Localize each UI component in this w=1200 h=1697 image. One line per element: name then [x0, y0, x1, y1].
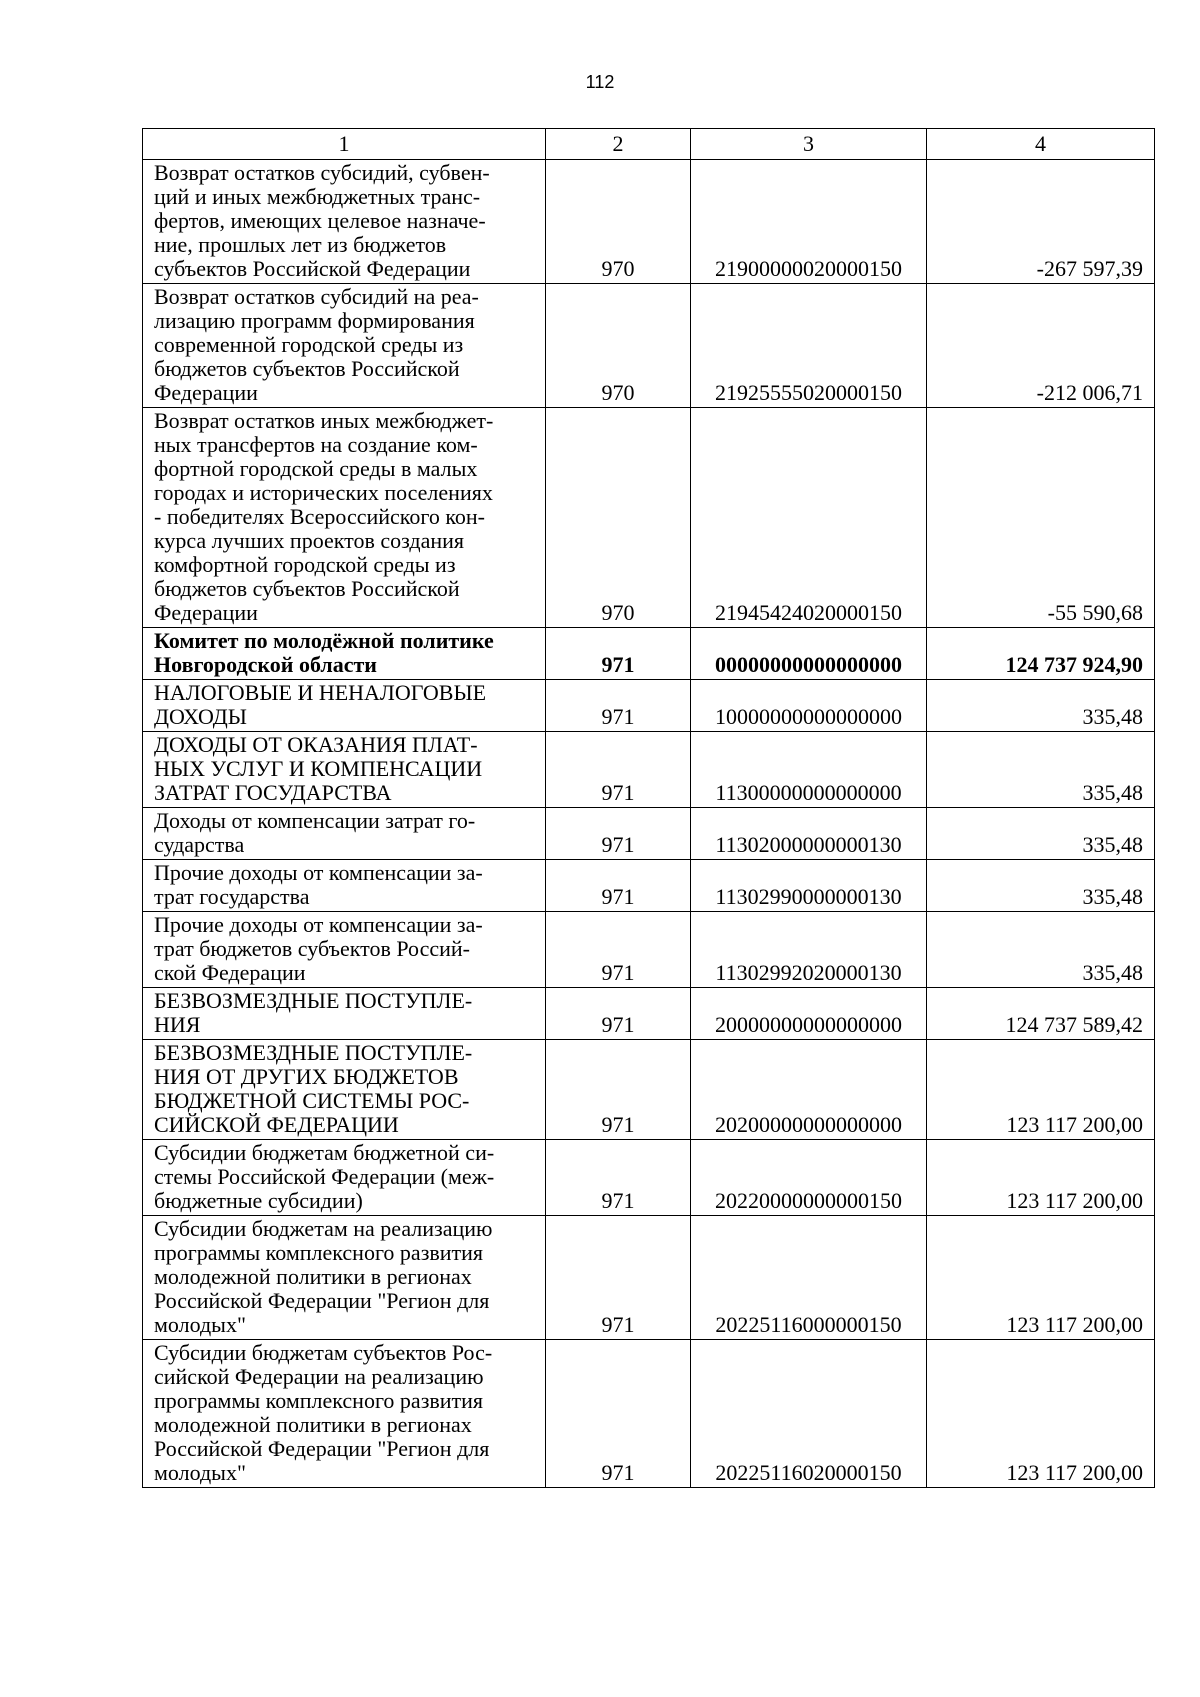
row-name-line: Российской Федерации "Регион для — [154, 1288, 490, 1313]
row-name-line: Российской Федерации "Регион для — [154, 1436, 490, 1461]
row-kbk-cell: 20200000000000000 — [691, 1040, 927, 1140]
row-code-cell: 971 — [546, 988, 691, 1040]
row-name-line: Новгородской области — [154, 652, 377, 677]
row-name-line: бюджетов субъектов Российской — [154, 576, 460, 601]
row-amount-cell: -212 006,71 — [927, 284, 1155, 408]
row-name-line: современной городской среды из — [154, 332, 464, 357]
row-name-line: Возврат остатков субсидий, субвен- — [154, 160, 490, 185]
row-amount-cell: 123 117 200,00 — [927, 1216, 1155, 1340]
row-name-line: Прочие доходы от компенсации за- — [154, 860, 483, 885]
row-name-line: бюджетные субсидии) — [154, 1188, 363, 1213]
row-name-line: БЮДЖЕТНОЙ СИСТЕМЫ РОС- — [154, 1088, 470, 1113]
row-amount-cell: 335,48 — [927, 860, 1155, 912]
row-name-cell — [143, 1216, 546, 1340]
row-name-line: молодых" — [154, 1460, 246, 1485]
row-name-line: НИЯ ОТ ДРУГИХ БЮДЖЕТОВ — [154, 1064, 459, 1089]
row-code-cell: 971 — [546, 860, 691, 912]
table-row — [143, 680, 1155, 732]
row-name-cell — [143, 988, 546, 1040]
table-row — [143, 1340, 1155, 1488]
row-name-cell — [143, 284, 546, 408]
row-name-cell — [143, 160, 546, 284]
row-amount-cell: 124 737 589,42 — [927, 988, 1155, 1040]
table-row — [143, 1216, 1155, 1340]
table-row — [143, 1040, 1155, 1140]
row-name-line: субъектов Российской Федерации — [154, 256, 471, 281]
column-header-2: 2 — [546, 129, 691, 160]
row-name-line: Комитет по молодёжной политике — [154, 628, 494, 653]
row-name-line: молодежной политики в регионах — [154, 1264, 472, 1289]
row-name-line: ЗАТРАТ ГОСУДАРСТВА — [154, 780, 392, 805]
row-name-cell — [143, 1340, 546, 1488]
table-row — [143, 284, 1155, 408]
row-name-cell — [143, 912, 546, 988]
row-kbk-cell: 11302992020000130 — [691, 912, 927, 988]
row-name-line: - победителях Всероссийского кон- — [154, 504, 485, 529]
row-name-line: Субсидии бюджетам на реализацию — [154, 1216, 493, 1241]
row-kbk-cell: 11302000000000130 — [691, 808, 927, 860]
row-name-cell — [143, 680, 546, 732]
row-kbk-cell: 21900000020000150 — [691, 160, 927, 284]
row-amount-cell: 123 117 200,00 — [927, 1040, 1155, 1140]
row-name-line: Субсидии бюджетам субъектов Рос- — [154, 1340, 493, 1365]
row-kbk-cell: 20225116000000150 — [691, 1216, 927, 1340]
row-name-cell — [143, 628, 546, 680]
row-code-cell: 971 — [546, 808, 691, 860]
row-name-line: городах и исторических поселениях — [154, 480, 493, 505]
row-name-line: курса лучших проектов создания — [154, 528, 465, 553]
row-kbk-cell: 21925555020000150 — [691, 284, 927, 408]
row-code-cell: 970 — [546, 284, 691, 408]
row-kbk-cell: 11300000000000000 — [691, 732, 927, 808]
row-code-cell: 971 — [546, 628, 691, 680]
row-kbk-cell: 20225116020000150 — [691, 1340, 927, 1488]
row-amount-cell: 335,48 — [927, 808, 1155, 860]
row-code-cell: 971 — [546, 680, 691, 732]
row-code-cell: 971 — [546, 732, 691, 808]
row-name-line: молодых" — [154, 1312, 246, 1337]
row-name-cell — [143, 732, 546, 808]
row-code-cell: 971 — [546, 912, 691, 988]
row-amount-cell: 335,48 — [927, 732, 1155, 808]
row-name-line: трат бюджетов субъектов Россий- — [154, 936, 471, 961]
budget-revenue-table — [142, 128, 1155, 1488]
row-amount-cell: -267 597,39 — [927, 160, 1155, 284]
row-name-line: бюджетов субъектов Российской — [154, 356, 460, 381]
row-name-line: ние, прошлых лет из бюджетов — [154, 232, 447, 257]
row-code-cell: 971 — [546, 1216, 691, 1340]
row-kbk-cell: 11302990000000130 — [691, 860, 927, 912]
table-row — [143, 860, 1155, 912]
row-name-line: Субсидии бюджетам бюджетной си- — [154, 1140, 495, 1165]
column-header-3: 3 — [691, 129, 927, 160]
table-row — [143, 1140, 1155, 1216]
row-name-line: НЫХ УСЛУГ И КОМПЕНСАЦИИ — [154, 756, 483, 781]
row-amount-cell: 124 737 924,90 — [927, 628, 1155, 680]
row-name-line: комфортной городской среды из — [154, 552, 456, 577]
row-name-line: молодежной политики в регионах — [154, 1412, 472, 1437]
row-name-line: трат государства — [154, 884, 310, 909]
row-name-line: Федерации — [154, 600, 258, 625]
row-code-cell: 971 — [546, 1340, 691, 1488]
column-header-1: 1 — [143, 129, 546, 160]
row-code-cell: 971 — [546, 1140, 691, 1216]
row-name-cell — [143, 1140, 546, 1216]
table-row — [143, 808, 1155, 860]
row-name-line: ций и иных межбюджетных транс- — [154, 184, 481, 209]
row-amount-cell: -55 590,68 — [927, 408, 1155, 628]
row-name-cell — [143, 860, 546, 912]
row-name-line: фертов, имеющих целевое назначе- — [154, 208, 486, 233]
row-name-line: НАЛОГОВЫЕ И НЕНАЛОГОВЫЕ — [154, 680, 487, 705]
row-name-line: лизацию программ формирования — [154, 308, 475, 333]
row-kbk-cell: 00000000000000000 — [691, 628, 927, 680]
row-name-line: сийской Федерации на реализацию — [154, 1364, 484, 1389]
table-row — [143, 628, 1155, 680]
table-row — [143, 988, 1155, 1040]
row-name-line: ДОХОДЫ ОТ ОКАЗАНИЯ ПЛАТ- — [154, 732, 478, 757]
row-name-line: НИЯ — [154, 1012, 201, 1037]
row-name-line: стемы Российской Федерации (меж- — [154, 1164, 495, 1189]
row-amount-cell: 335,48 — [927, 912, 1155, 988]
row-name-line: Возврат остатков субсидий на реа- — [154, 284, 479, 309]
row-amount-cell: 123 117 200,00 — [927, 1340, 1155, 1488]
table-header-row — [143, 129, 1155, 160]
row-amount-cell: 123 117 200,00 — [927, 1140, 1155, 1216]
row-kbk-cell: 10000000000000000 — [691, 680, 927, 732]
row-name-line: программы комплексного развития — [154, 1388, 484, 1413]
row-code-cell: 970 — [546, 160, 691, 284]
row-name-line: программы комплексного развития — [154, 1240, 484, 1265]
row-name-line: ДОХОДЫ — [154, 704, 247, 729]
page-number: 112 — [585, 72, 615, 92]
row-amount-cell: 335,48 — [927, 680, 1155, 732]
row-name-line: сударства — [154, 832, 245, 857]
row-name-line: БЕЗВОЗМЕЗДНЫЕ ПОСТУПЛЕ- — [154, 1040, 473, 1065]
row-name-line: Доходы от компенсации затрат го- — [154, 808, 476, 833]
row-name-line: Прочие доходы от компенсации за- — [154, 912, 483, 937]
column-header-4: 4 — [927, 129, 1155, 160]
row-name-line: фортной городской среды в малых — [154, 456, 478, 481]
row-name-line: Возврат остатков иных межбюджет- — [154, 408, 494, 433]
row-code-cell: 970 — [546, 408, 691, 628]
row-name-line: ской Федерации — [154, 960, 306, 985]
row-name-line: БЕЗВОЗМЕЗДНЫЕ ПОСТУПЛЕ- — [154, 988, 473, 1013]
table-row — [143, 912, 1155, 988]
row-kbk-cell: 20000000000000000 — [691, 988, 927, 1040]
row-name-cell — [143, 808, 546, 860]
row-kbk-cell: 21945424020000150 — [691, 408, 927, 628]
table-row — [143, 732, 1155, 808]
row-name-line: ных трансфертов на создание ком- — [154, 432, 478, 457]
row-kbk-cell: 20220000000000150 — [691, 1140, 927, 1216]
table-body — [143, 160, 1155, 1488]
table-row — [143, 160, 1155, 284]
row-code-cell: 971 — [546, 1040, 691, 1140]
table-row — [143, 408, 1155, 628]
row-name-cell — [143, 408, 546, 628]
row-name-line: СИЙСКОЙ ФЕДЕРАЦИИ — [154, 1112, 399, 1137]
row-name-line: Федерации — [154, 380, 258, 405]
row-name-cell — [143, 1040, 546, 1140]
